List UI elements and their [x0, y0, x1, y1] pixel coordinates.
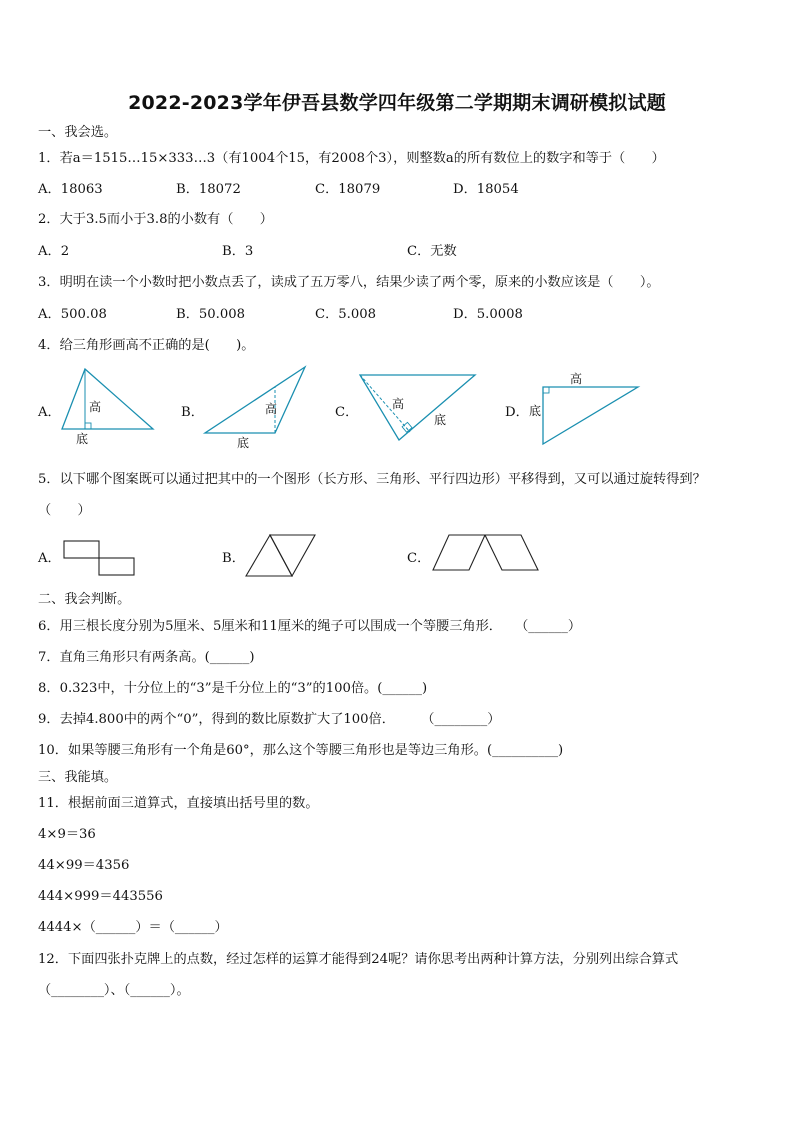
q1-option-c: C．18079: [315, 182, 381, 197]
question-1-text: 1．若a＝1515…15×333…3（有1004个15，有2008个3），则整数a的所有数位上的数字和等于（ ）: [38, 151, 665, 166]
q4-d-height-label: 高: [570, 372, 583, 386]
q4-option-a-label: A．: [38, 405, 61, 420]
q4-figure-d-triangle: [526, 370, 642, 448]
q5-figure-b-triangles: [245, 533, 317, 578]
question-12-text-cont: （________）、（______）。: [38, 983, 190, 998]
q4-b-base-label: 底: [237, 436, 250, 450]
q5-figure-c-parallelograms: [432, 533, 542, 573]
section-heading-choice: 一、我会选。: [38, 125, 118, 140]
q1-option-d: D．18054: [453, 182, 519, 197]
q4-c-base-label: 底: [434, 413, 447, 427]
q2-option-c: C．无数: [407, 244, 457, 259]
q4-option-d-label: D．: [505, 405, 529, 420]
q1-option-b: B．18072: [176, 182, 241, 197]
section-heading-fill: 三、我能填。: [38, 770, 118, 785]
q4-a-base-label: 底: [76, 432, 89, 446]
q5-option-c-label: C．: [407, 551, 431, 566]
q11-equation-1: 4×9＝36: [38, 827, 96, 842]
question-6-text: 6．用三根长度分别为5厘米、5厘米和11厘米的绳子可以围成一个等腰三角形． （______）: [38, 619, 582, 634]
question-3-text: 3．明明在读一个小数时把小数点丢了，读成了五万零八，结果少读了两个零，原来的小数应该是（ ）。: [38, 275, 660, 290]
q4-a-height-label: 高: [89, 400, 102, 414]
q4-option-c-label: C．: [335, 405, 359, 420]
page-title: 2022-2023学年伊吾县数学四年级第二学期期末调研模拟试题: [128, 92, 666, 114]
q4-b-height-label: 高: [265, 402, 278, 416]
q2-option-a: A．2: [38, 244, 70, 259]
question-9-text: 9．去掉4.800中的两个“0”，得到的数比原数扩大了100倍． （________）: [38, 712, 501, 727]
q4-option-b-label: B．: [181, 405, 204, 420]
question-4-text: 4．给三角形画高不正确的是( )。: [38, 338, 255, 353]
q4-d-base-label: 底: [529, 404, 542, 418]
question-11-text: 11．根据前面三道算式，直接填出括号里的数。: [38, 796, 319, 811]
question-5-text-cont: （ ）: [38, 503, 91, 518]
section-heading-judge: 二、我会判断。: [38, 592, 131, 607]
q11-equation-4: 4444×（______）＝（______）: [38, 920, 228, 935]
q5-figure-a-rectangles: [63, 540, 137, 578]
q3-option-a: A．500.08: [38, 307, 107, 322]
question-2-text: 2．大于3.5而小于3.8的小数有（ ）: [38, 212, 273, 227]
q11-equation-3: 444×999＝443556: [38, 889, 163, 904]
q3-option-d: D．5.0008: [453, 307, 523, 322]
q4-figure-b-triangle: [203, 365, 309, 450]
q4-figure-a-triangle: [60, 365, 156, 450]
q11-equation-2: 44×99＝4356: [38, 858, 130, 873]
q1-option-a: A．18063: [38, 182, 103, 197]
question-8-text: 8．0.323中，十分位上的“3”是千分位上的“3”的100倍。(______): [38, 681, 428, 696]
q4-figure-c-triangle: [358, 372, 478, 444]
question-10-text: 10．如果等腰三角形有一个角是60°，那么这个等腰三角形也是等边三角形。(__________): [38, 743, 564, 758]
q3-option-c: C．5.008: [315, 307, 377, 322]
q3-option-b: B．50.008: [176, 307, 246, 322]
q5-option-a-label: A．: [38, 551, 61, 566]
question-12-text: 12．下面四张扑克牌上的点数，经过怎样的运算才能得到24呢？请你思考出两种计算方法，分别列出综合算式: [38, 952, 679, 967]
question-5-text: 5．以下哪个图案既可以通过把其中的一个图形（长方形、三角形、平行四边形）平移得到，又可以通过旋转得到？: [38, 472, 706, 487]
q4-c-height-label: 高: [392, 397, 405, 411]
q5-option-b-label: B．: [222, 551, 245, 566]
question-7-text: 7．直角三角形只有两条高。(______): [38, 650, 255, 665]
q2-option-b: B．3: [222, 244, 254, 259]
